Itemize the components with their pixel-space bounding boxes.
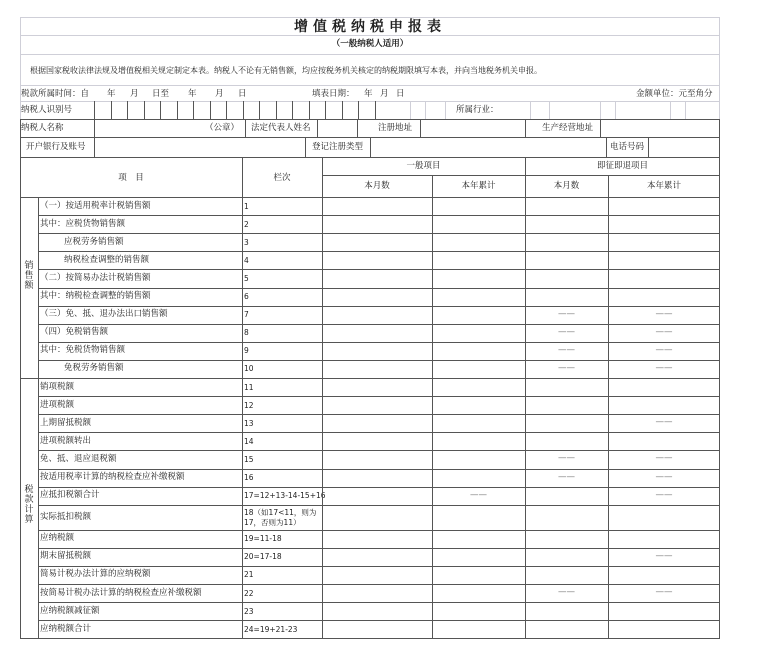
value-cell[interactable] — [323, 397, 431, 413]
value-cell[interactable] — [526, 567, 607, 583]
row-item-label: 应纳税额减征额 — [40, 605, 100, 616]
divider — [20, 85, 720, 86]
row-divider — [38, 432, 720, 433]
dash-placeholder: —— — [558, 308, 575, 319]
row-divider — [20, 638, 720, 639]
row-divider — [20, 378, 720, 379]
value-cell[interactable] — [323, 585, 431, 601]
value-cell[interactable] — [609, 216, 719, 232]
value-cell[interactable] — [609, 433, 719, 449]
dash-placeholder: —— — [470, 489, 487, 500]
value-cell[interactable] — [323, 488, 431, 504]
row-item-label: 应税劳务销售额 — [64, 236, 124, 247]
id-box-divider — [375, 101, 376, 119]
header-item: 项 目 — [118, 173, 144, 183]
row-item-label: 按适用税率计算的纳税检查应补缴税额 — [40, 472, 185, 483]
row-item-label: 其中：应税货物销售额 — [40, 218, 126, 229]
period-label: 税款所属时间：自 — [21, 89, 90, 99]
row-line-no: 7 — [244, 310, 249, 320]
period-month-end[interactable]: 月 — [215, 89, 224, 99]
row-item-label: 简易计税办法计算的应纳税额 — [40, 569, 151, 580]
value-cell[interactable] — [323, 216, 431, 232]
row-divider — [38, 450, 720, 451]
value-cell[interactable] — [609, 379, 719, 395]
value-cell[interactable] — [433, 289, 524, 305]
value-cell[interactable] — [433, 361, 524, 377]
reg-address-field[interactable] — [421, 120, 525, 137]
row-divider — [38, 288, 720, 289]
value-cell[interactable] — [323, 343, 431, 359]
value-cell[interactable] — [323, 433, 431, 449]
row-item-label: 其中：纳税检查调整的销售额 — [40, 291, 151, 302]
row-divider — [38, 342, 720, 343]
row-line-no: 1 — [244, 201, 249, 211]
period-year-start[interactable]: 年 — [107, 89, 116, 99]
value-cell[interactable] — [526, 488, 607, 504]
column-divider — [322, 157, 323, 638]
row-item-label: 进项税额 — [40, 399, 75, 410]
column-divider — [432, 175, 433, 638]
value-cell[interactable] — [526, 379, 607, 395]
value-cell[interactable] — [323, 470, 431, 486]
id-box-divider — [210, 101, 211, 119]
dash-placeholder: —— — [655, 417, 673, 428]
row-item-label: 其中：免税货物销售额 — [40, 345, 126, 356]
row-divider — [38, 566, 720, 567]
value-cell[interactable] — [323, 252, 431, 268]
table-row — [20, 215, 720, 233]
value-cell[interactable] — [433, 252, 524, 268]
value-cell[interactable] — [526, 252, 607, 268]
biz-address-label: 生产经营地址 — [542, 123, 594, 133]
header-immediate: 即征即退项目 — [596, 161, 648, 171]
value-cell[interactable] — [433, 531, 524, 547]
row-divider — [38, 548, 720, 549]
value-cell[interactable] — [433, 397, 524, 413]
row-line-no: 21 — [244, 570, 254, 580]
value-cell[interactable] — [526, 549, 607, 565]
table-row — [20, 602, 720, 620]
row-item-label: 期末留抵税额 — [40, 551, 92, 562]
table-row — [20, 620, 720, 638]
row-divider — [38, 530, 720, 531]
id-box-divider — [144, 101, 145, 119]
row-item-label: （四）免税销售额 — [40, 327, 109, 338]
value-cell[interactable] — [433, 433, 524, 449]
column-divider — [242, 157, 243, 638]
column-divider — [608, 175, 609, 638]
reg-type-label: 登记注册类型 — [312, 142, 364, 152]
phone-label: 电话号码 — [610, 142, 645, 152]
vat-return-form — [20, 17, 720, 639]
row-divider — [38, 584, 720, 585]
dash-placeholder: —— — [558, 362, 575, 373]
row-line-no: 16 — [244, 473, 254, 483]
dash-placeholder: —— — [655, 587, 673, 598]
value-cell[interactable] — [526, 234, 607, 250]
id-box-divider — [276, 101, 277, 119]
table-row — [20, 197, 720, 215]
value-cell[interactable] — [323, 361, 431, 377]
id-box-divider — [160, 101, 161, 119]
row-item-label: 进项税额转出 — [40, 435, 92, 446]
value-cell[interactable] — [526, 433, 607, 449]
value-cell[interactable] — [323, 234, 431, 250]
column-divider — [38, 197, 39, 638]
row-line-no: 12 — [244, 400, 254, 410]
id-box-divider — [358, 101, 359, 119]
dash-placeholder: —— — [655, 326, 673, 337]
row-line-no: 8 — [244, 328, 249, 338]
id-box-divider — [226, 101, 227, 119]
value-cell[interactable] — [526, 198, 607, 214]
table-row — [20, 505, 720, 530]
value-cell[interactable] — [433, 325, 524, 341]
form-instruction: 根据国家税收法律法规及增值税相关规定制定本表。纳税人不论有无销售额，均应按税务机关核定的纳税期限填写本表，并向当地税务机关申报。 — [30, 66, 542, 75]
period-day-to[interactable]: 日至 — [152, 89, 170, 99]
value-cell[interactable] — [609, 198, 719, 214]
row-divider — [38, 269, 720, 270]
row-divider — [38, 620, 720, 621]
row-item-label: 应纳税额 — [40, 533, 75, 544]
dash-placeholder: —— — [655, 489, 673, 500]
id-box-divider — [94, 101, 95, 119]
value-cell[interactable] — [526, 415, 607, 431]
row-item-label: 应抵扣税额合计 — [40, 490, 100, 501]
section-tax-calc: 税款计算 — [24, 485, 34, 525]
header-general-year: 本年累计 — [461, 181, 496, 191]
row-line-no: 11 — [244, 382, 254, 392]
taxpayer-name-label: 纳税人名称 — [21, 123, 64, 133]
id-box-divider — [259, 101, 260, 119]
row-line-no: 24=19+21-23 — [244, 624, 298, 634]
table-row — [20, 233, 720, 251]
value-cell[interactable] — [433, 603, 524, 619]
row-line-no: 17=12+13-14-15+16 — [244, 491, 326, 501]
row-divider — [38, 306, 720, 307]
value-cell[interactable] — [323, 621, 431, 637]
row-item-label: 销项税额 — [40, 381, 75, 392]
value-cell[interactable] — [609, 252, 719, 268]
table-row — [20, 396, 720, 414]
reg-address-label: 注册地址 — [378, 123, 413, 133]
row-divider — [38, 487, 720, 488]
row-divider — [38, 469, 720, 470]
header-general: 一般项目 — [406, 161, 441, 171]
value-cell[interactable] — [433, 270, 524, 286]
value-cell[interactable] — [609, 603, 719, 619]
row-line-no: 20=17-18 — [244, 552, 282, 562]
row-line-no: 23 — [244, 606, 254, 616]
row-item-label: 按简易计税办法计算的纳税检查应补缴税额 — [40, 587, 202, 598]
header-general-month: 本月数 — [364, 181, 390, 191]
phone-field[interactable] — [649, 138, 719, 156]
row-item-label: 免、抵、退应退税额 — [40, 453, 117, 464]
table-row — [20, 414, 720, 432]
value-cell[interactable] — [323, 415, 431, 431]
dash-placeholder: —— — [655, 344, 673, 355]
table-row — [20, 378, 720, 396]
id-box-divider — [111, 101, 112, 119]
value-cell[interactable] — [323, 567, 431, 583]
row-line-no: 3 — [244, 237, 249, 247]
value-cell[interactable] — [526, 397, 607, 413]
table-row — [20, 584, 720, 602]
bank-label: 开户银行及账号 — [26, 142, 86, 152]
table-row — [20, 324, 720, 342]
row-line-no: 15 — [244, 454, 254, 464]
table-row — [20, 251, 720, 269]
row-item-label: （二）按简易办法计税销售额 — [40, 272, 151, 283]
id-box-divider — [177, 101, 178, 119]
section-sales: 销售额 — [24, 261, 34, 291]
value-cell[interactable] — [433, 343, 524, 359]
dash-placeholder: —— — [655, 453, 673, 464]
value-cell[interactable] — [433, 451, 524, 467]
value-cell[interactable] — [323, 603, 431, 619]
value-cell[interactable] — [323, 506, 431, 529]
row-line-no: 13 — [244, 418, 254, 428]
value-cell[interactable] — [433, 585, 524, 601]
value-cell[interactable] — [323, 270, 431, 286]
dash-placeholder: —— — [655, 550, 673, 561]
value-cell[interactable] — [323, 549, 431, 565]
legal-rep-field[interactable] — [318, 120, 356, 137]
row-line-no: 4 — [244, 255, 249, 265]
row-line-no: 5 — [244, 273, 249, 283]
table-row — [20, 288, 720, 306]
id-box-divider — [243, 101, 244, 119]
value-cell[interactable] — [609, 289, 719, 305]
row-line-no: 2 — [244, 219, 249, 229]
value-cell[interactable] — [433, 234, 524, 250]
dash-placeholder: —— — [558, 344, 575, 355]
value-cell[interactable] — [433, 198, 524, 214]
dash-placeholder: —— — [558, 471, 575, 482]
period-month-start[interactable]: 月 — [130, 89, 139, 99]
dash-placeholder: —— — [558, 587, 575, 598]
table-row — [20, 306, 720, 324]
table-row — [20, 566, 720, 584]
value-cell[interactable] — [323, 451, 431, 467]
value-cell[interactable] — [433, 470, 524, 486]
row-divider — [38, 505, 720, 506]
row-line-no: 9 — [244, 346, 249, 356]
header-immediate-year: 本年累计 — [646, 181, 681, 191]
value-cell[interactable] — [609, 506, 719, 529]
dash-placeholder: —— — [655, 471, 673, 482]
column-divider — [525, 157, 526, 638]
header-immediate-month: 本月数 — [553, 181, 580, 191]
biz-address-field[interactable] — [601, 120, 719, 137]
dash-placeholder: —— — [655, 362, 673, 373]
row-divider — [38, 215, 720, 216]
dash-placeholder: —— — [558, 326, 575, 337]
value-cell[interactable] — [323, 198, 431, 214]
form-title: 增值税纳税申报表 — [294, 19, 446, 35]
fill-month[interactable]: 月 — [380, 89, 389, 99]
table-left-border — [20, 119, 21, 638]
table-row — [20, 548, 720, 566]
row-divider — [38, 233, 720, 234]
value-cell[interactable] — [433, 216, 524, 232]
seal-label: （公章） — [205, 123, 240, 133]
row-divider — [38, 360, 720, 361]
value-cell[interactable] — [433, 307, 524, 323]
id-box-divider — [325, 101, 326, 119]
value-cell[interactable] — [323, 531, 431, 547]
table-row — [20, 469, 720, 487]
header-line-no: 栏次 — [273, 173, 291, 183]
fill-day[interactable]: 日 — [396, 89, 405, 99]
row-line-no: 10 — [244, 364, 254, 374]
row-divider — [38, 414, 720, 415]
value-cell[interactable] — [609, 621, 719, 637]
value-cell[interactable] — [526, 531, 607, 547]
dash-placeholder: —— — [558, 453, 575, 464]
id-box-divider — [309, 101, 310, 119]
value-cell[interactable] — [323, 325, 431, 341]
value-cell[interactable] — [609, 397, 719, 413]
value-cell[interactable] — [609, 531, 719, 547]
value-cell[interactable] — [526, 289, 607, 305]
value-cell[interactable] — [433, 621, 524, 637]
value-cell[interactable] — [433, 379, 524, 395]
row-item-label: （一）按适用税率计税销售额 — [40, 200, 151, 211]
row-line-no: 22 — [244, 588, 254, 598]
form-subtitle: （一般纳税人适用） — [331, 39, 409, 49]
table-row — [20, 342, 720, 360]
taxpayer-id-label: 纳税人识别号 — [21, 105, 73, 115]
value-cell[interactable] — [433, 549, 524, 565]
row-line-no: 14 — [244, 436, 254, 446]
dash-placeholder: —— — [655, 308, 673, 319]
industry-label: 所属行业： — [456, 105, 499, 115]
id-box-divider — [342, 101, 343, 119]
header-bottom-line — [20, 197, 720, 198]
reg-type-field[interactable] — [371, 138, 607, 156]
value-cell[interactable] — [526, 603, 607, 619]
row-item-label: 免税劳务销售额 — [64, 363, 124, 374]
taxpayer-name-field[interactable] — [95, 120, 185, 138]
value-cell[interactable] — [609, 567, 719, 583]
value-cell[interactable] — [433, 506, 524, 529]
fill-date-label: 填表日期： — [312, 89, 355, 99]
row-line-no: 6 — [244, 292, 249, 302]
amount-unit-label: 金额单位：元至角分 — [636, 89, 713, 99]
value-cell[interactable] — [526, 621, 607, 637]
row-line-no: 19=11-18 — [244, 534, 282, 544]
value-cell[interactable] — [323, 379, 431, 395]
table-right-border — [719, 119, 720, 638]
row-item-label: （三）免、抵、退办法出口销售额 — [40, 309, 168, 320]
table-row — [20, 360, 720, 378]
row-divider — [38, 251, 720, 252]
row-divider — [38, 602, 720, 603]
row-item-label: 上期留抵税额 — [40, 417, 92, 428]
divider — [20, 54, 720, 55]
table-row — [20, 269, 720, 287]
period-day-end[interactable]: 日 — [238, 89, 247, 99]
row-line-no: 18（如17<11，则为17，否则为11） — [244, 507, 317, 527]
divider — [20, 35, 720, 36]
value-cell[interactable] — [526, 216, 607, 232]
row-item-label: 实际抵扣税额 — [40, 511, 92, 522]
value-cell[interactable] — [526, 506, 607, 529]
value-cell[interactable] — [323, 289, 431, 305]
bank-account-field[interactable] — [95, 138, 305, 156]
table-row — [20, 450, 720, 468]
id-box-divider — [193, 101, 194, 119]
value-cell[interactable] — [609, 234, 719, 250]
table-row — [20, 432, 720, 450]
value-cell[interactable] — [323, 307, 431, 323]
id-box-divider — [292, 101, 293, 119]
value-cell[interactable] — [526, 270, 607, 286]
id-box-divider — [127, 101, 128, 119]
legal-rep-label: 法定代表人姓名 — [251, 123, 311, 133]
fill-year[interactable]: 年 — [364, 89, 373, 99]
row-item-label: 纳税检查调整的销售额 — [64, 254, 150, 265]
value-cell[interactable] — [433, 415, 524, 431]
row-item-label: 应纳税额合计 — [40, 623, 92, 634]
value-cell[interactable] — [609, 270, 719, 286]
period-year-end[interactable]: 年 — [188, 89, 197, 99]
value-cell[interactable] — [433, 567, 524, 583]
row-divider — [38, 324, 720, 325]
table-row — [20, 530, 720, 548]
row-divider — [38, 396, 720, 397]
table-row — [20, 487, 720, 505]
